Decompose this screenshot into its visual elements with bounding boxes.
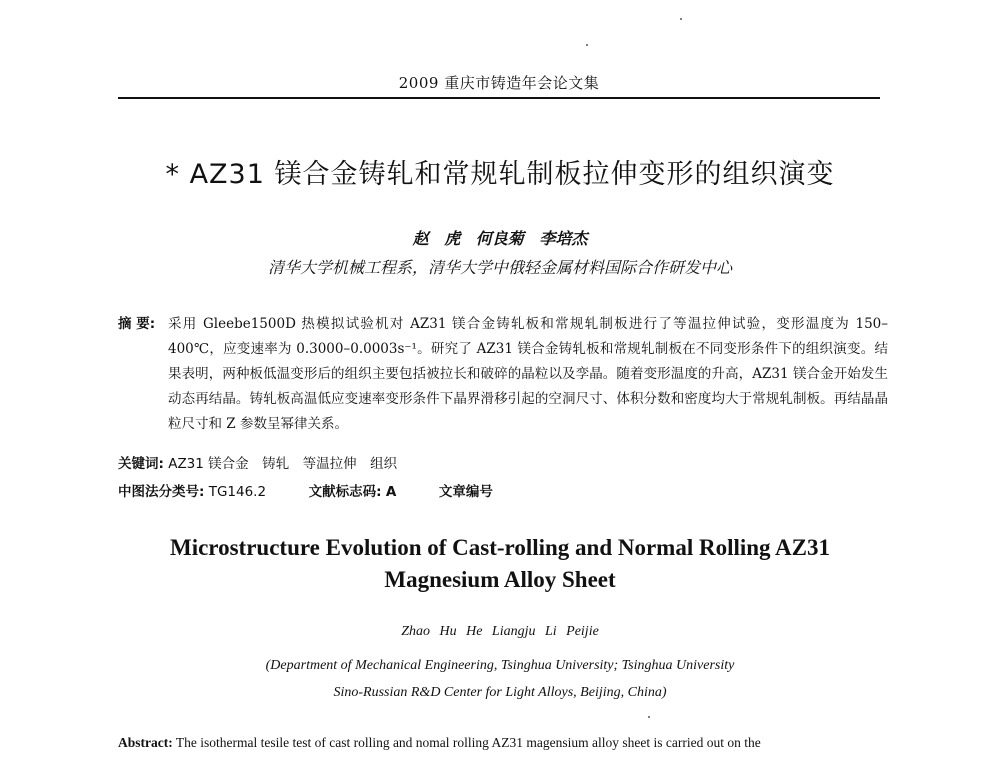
abstract-english-text: The isothermal tesile test of cast rolling and nomal rolling AZ31 magensium alloy sheet is carried out on the (175, 735, 761, 750)
authors-chinese: 赵 虎 何良菊 李培杰 (412, 229, 588, 248)
authors-english: Zhao Hu He Liangju Li Peijie (401, 624, 599, 639)
abstract-chinese-text: 采用 Gleebe1500D 热模拟试验机对 AZ31 镁合金铸轧板和常规轧制板进行了等温拉伸试验，变形温度为 150–400℃，应变速率为 0.3000–0.0003s⁻¹。研究了 AZ31 镁合金铸轧板和常规轧制板在不同变形条件下的组织演变。结果表明，两种板低温变形后的组织主要包括被拉长和破碎的晶粒以及孪晶。随着变形温度的升高，AZ31 镁合金开始发生动态再结晶。铸轧板高温低应变速率变形条件下晶界滑移引起的空洞尺寸、体积分数和密度均大于常规轧制板。再结晶晶粒尺寸和 Z 参数呈幂律关系。 (168, 316, 888, 432)
paper-title-chinese: * AZ31 镁合金铸轧和常规轧制板拉伸变形的组织演变 (165, 159, 835, 190)
paper-title-english-line2: Magnesium Alloy Sheet (384, 567, 616, 592)
abstract-chinese-label: 摘 要: (118, 316, 156, 332)
clc-value: TG146.2 (208, 484, 267, 500)
proceedings-header: 2009 重庆市铸造年会论文集 (398, 74, 600, 92)
scan-speck (586, 44, 588, 46)
abstract-chinese (118, 312, 888, 437)
abstract-english (118, 735, 880, 751)
keywords-line (118, 452, 397, 472)
classification-line (118, 480, 493, 500)
scan-speck (648, 716, 650, 718)
doc-code-label: 文献标志码: (308, 484, 382, 500)
affiliation-english (0, 652, 1000, 706)
affiliation-english-line2: Sino-Russian R&D Center for Light Alloys, Beijing, China) (333, 685, 667, 700)
doc-code-value: A (385, 484, 397, 500)
affiliation-english-line1: (Department of Mechanical Engineering, Tsinghua University; Tsinghua University (265, 658, 735, 673)
header-rule (118, 97, 880, 99)
abstract-english-label: Abstract: (118, 735, 173, 750)
clc-label: 中图法分类号: (118, 484, 205, 500)
affiliation-chinese: 清华大学机械工程系，清华大学中俄轻金属材料国际合作研发中心 (267, 258, 732, 277)
keywords-text: AZ31 镁合金 铸轧 等温拉伸 组织 (168, 456, 398, 472)
paper-title-english (0, 532, 1000, 596)
paper-title-english-line1: Microstructure Evolution of Cast-rolling and Normal Rolling AZ31 (170, 535, 830, 560)
scan-speck (680, 18, 682, 20)
keywords-label: 关键词: (118, 456, 164, 472)
article-number-label: 文章编号 (438, 484, 493, 500)
